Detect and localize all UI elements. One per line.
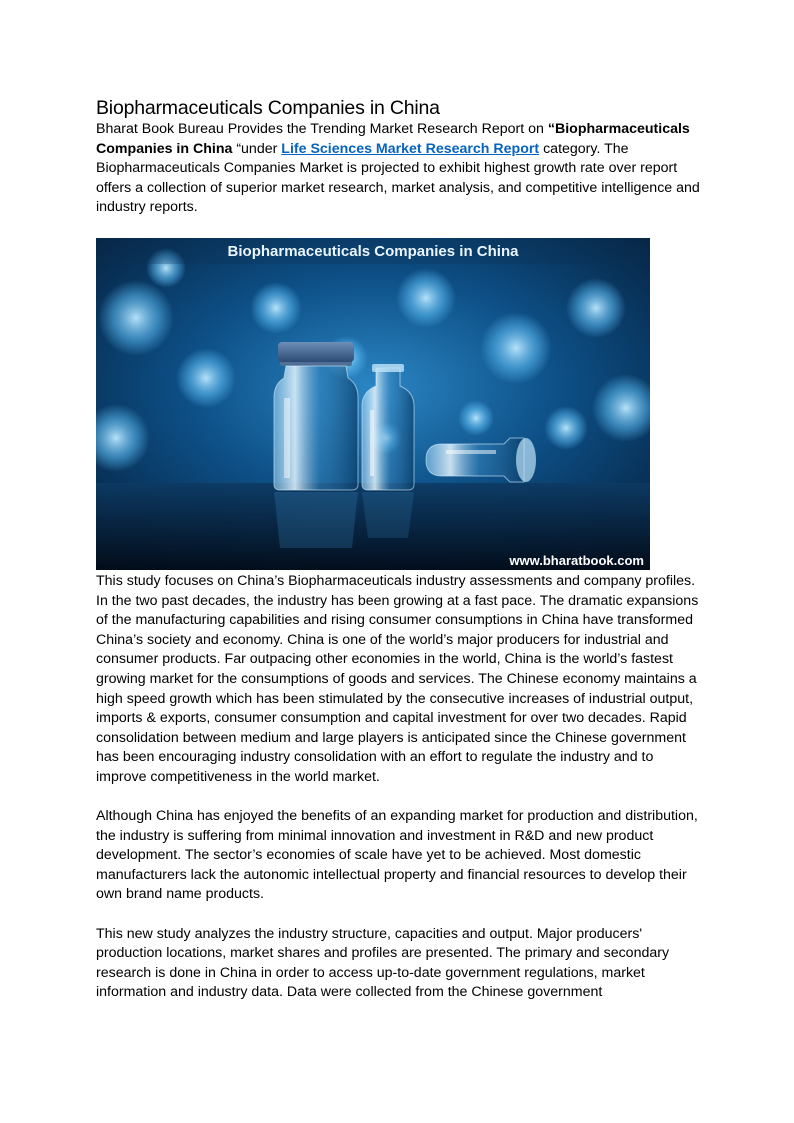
body-paragraph-2: Although China has enjoyed the benefits of an expanding market for production and distribution, the industry is suffering from minimal innovation and investment in R&D and new product development. The sector’s economies of scale have yet to be achieved. Most domestic manufacturers lack the autonomic intellectual property and financial resources to develop their own brand name products. xyxy=(96,808,698,903)
intro-tail: category. The Biopharmaceuticals Companies Market is projected to exhibit highest growth rate over report offers a collection of superior market research, market analysis, and competitive intelligence and industry reports. xyxy=(96,140,700,216)
image-banner-text: Biopharmaceuticals Companies in China xyxy=(227,242,519,260)
page-title: Biopharmaceuticals Companies in China xyxy=(96,97,440,119)
body-paragraph-1: This study focuses on China’s Biopharmaceuticals industry assessments and company profiles. In the two past decades, the industry has been growing at a fast pace. The dramatic expansions of the manufacturing capabilities and rising consumer consumptions in China have transformed China’s society and economy. China is one of the world’s major producers for industrial and consumer products. Far outpacing other economies in the world, China is the world’s fastest growing market for the consumptions of goods and services. The Chinese economy maintains a high speed growth which has been stimulated by the consecutive increases of industrial output, imports & exports, consumer consumption and capital investment for over two decades. Rapid consolidation between medium and large players is anticipated since the Chinese government has been encouraging industry consolidation with an effort to regulate the industry and to improve competitiveness in the world market. xyxy=(96,572,699,785)
document-page xyxy=(96,96,700,1003)
intro-close-quote: “under xyxy=(232,140,282,157)
intro-open-quote: “ xyxy=(547,121,555,137)
intro-paragraph xyxy=(96,120,700,218)
body-paragraph-3: This new study analyzes the industry structure, capacities and output. Major producers' production locations, market shares and profiles are presented. The primary and secondary research is done in China in order to access up-to-date government regulations, market information and industry data. Data were collected from the Chinese government xyxy=(96,925,670,1001)
report-hero-image xyxy=(96,238,650,570)
image-watermark: www.bharatbook.com xyxy=(509,552,644,568)
intro-lead: Bharat Book Bureau Provides the Trending Market Research Report on xyxy=(96,121,548,137)
life-sciences-report-link[interactable]: Life Sciences Market Research Report xyxy=(281,140,540,157)
intro-report-name: Biopharmaceuticals Companies in China xyxy=(96,121,690,157)
